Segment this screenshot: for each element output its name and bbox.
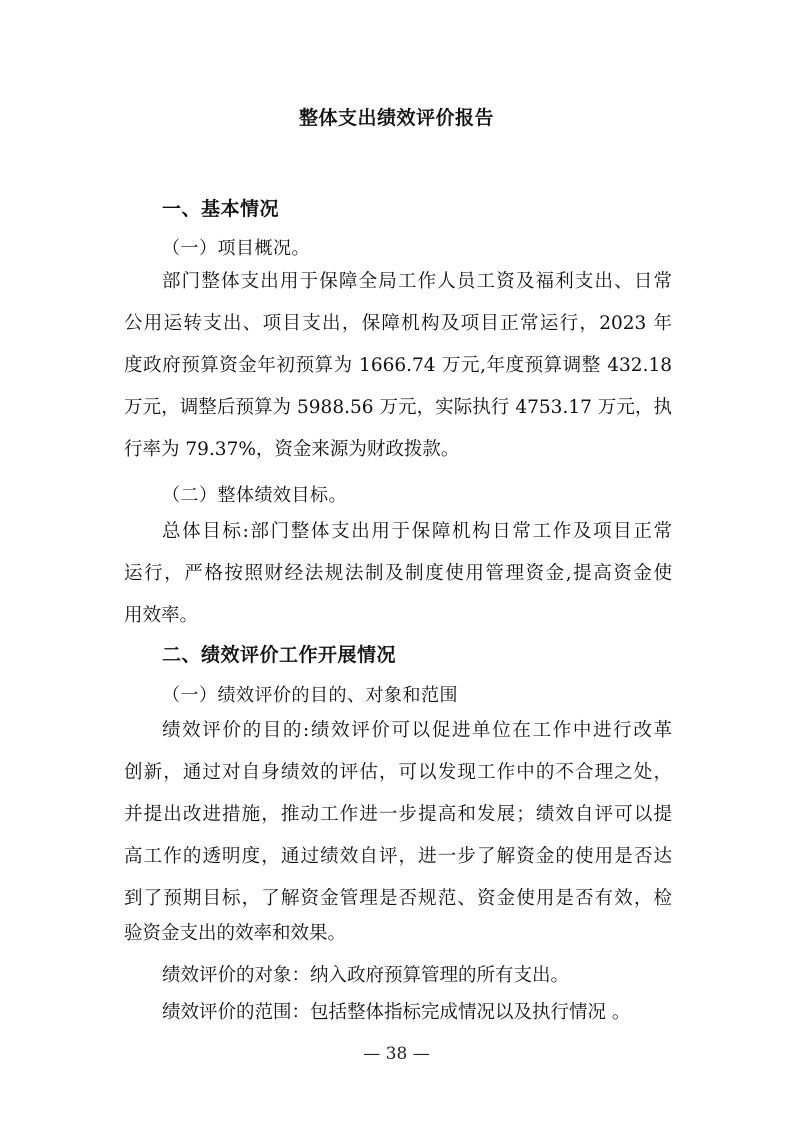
paragraph-evaluation-object: 绩效评价的对象：纳入政府预算管理的所有支出。 <box>162 965 570 986</box>
subheading-performance-goals: （二）整体绩效目标。 <box>162 485 347 506</box>
paragraph-line: 运行，严格按照财经法规法制及制度使用管理资金,提高资金使 <box>124 563 672 584</box>
section-heading-1: 一、基本情况 <box>162 198 280 220</box>
paragraph-line: 万元，调整后预算为 5988.56 万元，实际执行 4753.17 万元，执 <box>124 397 672 418</box>
paragraph-line: 行率为 79.37%，资金来源为财政拨款。 <box>124 439 460 460</box>
paragraph-line: 验资金支出的效率和效果。 <box>124 923 347 944</box>
subheading-evaluation-purpose: （一）绩效评价的目的、对象和范围 <box>162 685 458 706</box>
paragraph-evaluation-scope: 绩效评价的范围：包括整体指标完成情况以及执行情况 。 <box>162 1002 631 1023</box>
paragraph-line: 并提出改进措施，推动工作进一步提高和发展；绩效自评可以提 <box>124 804 672 825</box>
paragraph-line: 创新，通过对自身绩效的评估，可以发现工作中的不合理之处， <box>124 762 672 783</box>
page-title: 整体支出绩效评价报告 <box>298 107 494 129</box>
paragraph-line: 部门整体支出用于保障全局工作人员工资及福利支出、日常 <box>162 271 672 292</box>
page-number: — 38 — <box>363 1044 430 1064</box>
paragraph-line: 度政府预算资金年初预算为 1666.74 万元,年度预算调整 432.18 <box>124 355 672 376</box>
paragraph-line: 总体目标:部门整体支出用于保障机构日常工作及项目正常 <box>162 521 672 542</box>
paragraph-line: 用效率。 <box>124 605 199 626</box>
paragraph-line: 公用运转支出、项目支出，保障机构及项目正常运行，2023 年 <box>124 313 672 334</box>
paragraph-line: 高工作的透明度，通过绩效自评，进一步了解资金的使用是否达 <box>124 846 672 867</box>
paragraph-line: 到了预期目标，了解资金管理是否规范、资金使用是否有效，检 <box>124 888 672 909</box>
section-heading-2: 二、绩效评价工作开展情况 <box>162 644 397 666</box>
paragraph-line: 绩效评价的目的:绩效评价可以促进单位在工作中进行改革 <box>162 720 672 741</box>
subheading-project-overview: （一）项目概况。 <box>162 238 310 259</box>
